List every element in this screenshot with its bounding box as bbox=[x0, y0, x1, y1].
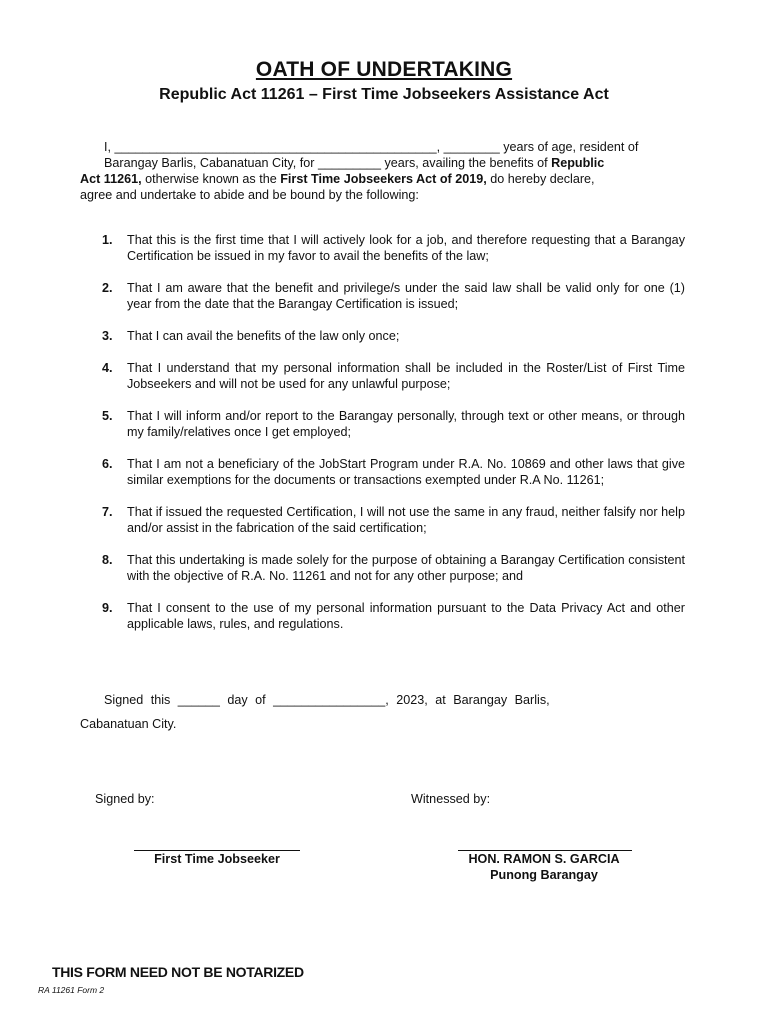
signed-city: Cabanatuan City. bbox=[80, 717, 177, 731]
list-item bbox=[80, 456, 685, 488]
list-item bbox=[80, 280, 685, 312]
signed-by-label: Signed by: bbox=[95, 792, 155, 806]
list-item bbox=[80, 552, 685, 584]
intro-republic-bold: Republic bbox=[551, 156, 605, 170]
item-number: 8. bbox=[102, 553, 113, 567]
intro-line-2 bbox=[80, 155, 685, 171]
jobseeker-signature-line bbox=[134, 850, 300, 851]
intro-paragraph bbox=[80, 139, 685, 203]
item-text: That I can avail the benefits of the law only once; bbox=[127, 329, 400, 343]
list-item bbox=[80, 328, 685, 344]
item-number: 5. bbox=[102, 409, 113, 423]
jobseeker-signature-label: First Time Jobseeker bbox=[154, 852, 280, 866]
witness-signature-line bbox=[458, 850, 632, 851]
intro-act-bold: Act 11261, bbox=[80, 172, 142, 186]
intro-declare: do hereby declare, bbox=[486, 172, 595, 186]
undertaking-list bbox=[80, 232, 685, 632]
intro-line-2-text: Barangay Barlis, Cabanatuan City, for _________ years, availing the benefits of bbox=[104, 156, 552, 170]
witness-title: Punong Barangay bbox=[490, 868, 598, 882]
signed-date-line: Signed this ______ day of ________________, 2023, at Barangay Barlis, bbox=[104, 693, 550, 707]
item-number: 6. bbox=[102, 457, 113, 471]
item-number: 2. bbox=[102, 281, 113, 295]
list-item bbox=[80, 504, 685, 536]
intro-line-3 bbox=[80, 171, 685, 187]
item-text: That this undertaking is made solely for the purpose of obtaining a Barangay Certification consistent with the objective of R.A. No. 11261 and not for any other purpose; and bbox=[127, 553, 685, 583]
item-number: 3. bbox=[102, 329, 113, 343]
list-item bbox=[80, 360, 685, 392]
document-subtitle: Republic Act 11261 – First Time Jobseekers Assistance Act bbox=[159, 86, 609, 103]
list-item bbox=[80, 408, 685, 440]
item-number: 4. bbox=[102, 361, 113, 375]
item-number: 9. bbox=[102, 601, 113, 615]
document-title: OATH OF UNDERTAKING bbox=[255, 58, 513, 81]
witness-name: HON. RAMON S. GARCIA bbox=[468, 852, 620, 866]
item-text: That this is the first time that I will actively look for a job, and therefore requesting that a Barangay Certification be issued in my favor to avail the benefits of the law; bbox=[127, 233, 685, 263]
item-number: 1. bbox=[102, 233, 113, 247]
notarization-notice: THIS FORM NEED NOT BE NOTARIZED bbox=[52, 964, 304, 980]
form-code: RA 11261 Form 2 bbox=[38, 985, 105, 995]
item-text: That I am not a beneficiary of the JobStart Program under R.A. No. 10869 and other laws that give similar exemptions for the documents or transactions exempted under R.A No. 11261; bbox=[127, 457, 685, 487]
witnessed-by-label: Witnessed by: bbox=[411, 792, 491, 806]
list-item bbox=[80, 600, 685, 632]
intro-act-name-bold: First Time Jobseekers Act of 2019, bbox=[280, 172, 487, 186]
item-text: That if issued the requested Certification, I will not use the same in any fraud, neither falsify nor help and/or assist in the fabrication of the said certification; bbox=[127, 505, 685, 535]
intro-known-as: otherwise known as the bbox=[141, 172, 281, 186]
item-text: That I consent to the use of my personal information pursuant to the Data Privacy Act and other applicable laws, rules, and regulations. bbox=[127, 601, 685, 631]
intro-line-1: I, ______________________________________________, ________ years of age, resident of bbox=[104, 140, 639, 154]
list-item bbox=[80, 232, 685, 264]
item-number: 7. bbox=[102, 505, 113, 519]
intro-line-4: agree and undertake to abide and be bound by the following: bbox=[80, 188, 419, 202]
item-text: That I am aware that the benefit and privilege/s under the said law shall be valid only for one (1) year from the date that the Barangay Certification is issued; bbox=[127, 281, 685, 311]
item-text: That I will inform and/or report to the Barangay personally, through text or other means, or through my family/relatives once I get employed; bbox=[127, 409, 685, 439]
item-text: That I understand that my personal information shall be included in the Roster/List of First Time Jobseekers and will not be used for any unlawful purpose; bbox=[127, 361, 685, 391]
